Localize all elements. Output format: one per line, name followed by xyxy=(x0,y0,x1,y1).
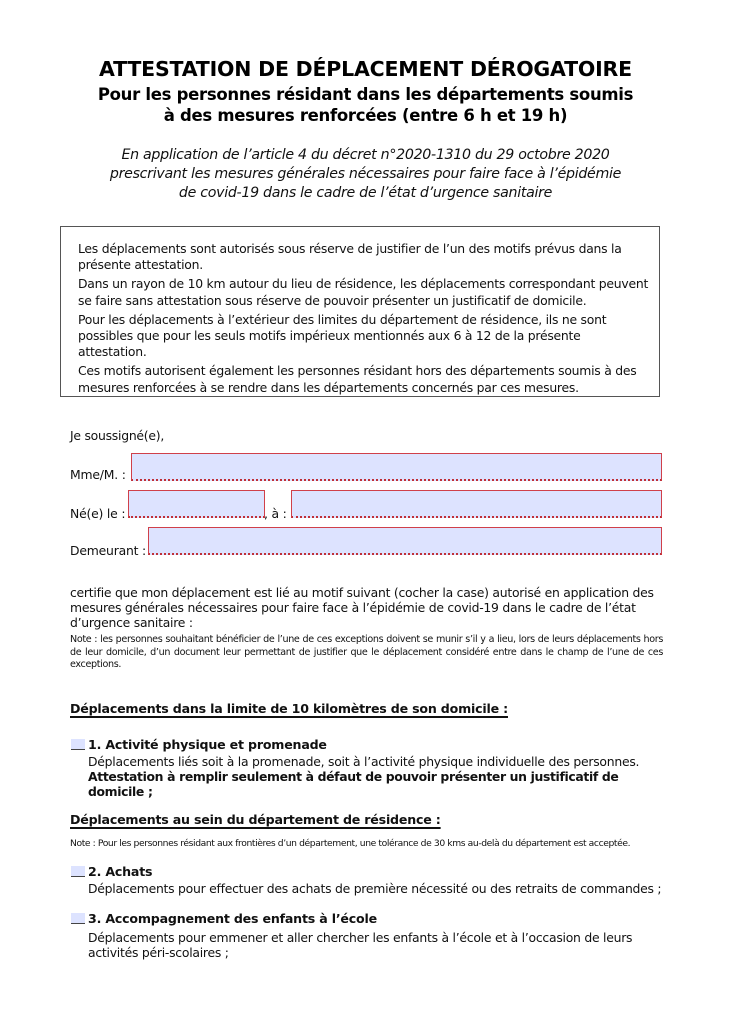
info-box xyxy=(60,226,660,397)
motif-title: 3. Accompagnement des enfants à l’école xyxy=(88,911,377,926)
address-label: Demeurant : xyxy=(70,543,147,558)
birthdate-label: Né(e) le : xyxy=(70,506,126,521)
exceptions-note: Note : les personnes souhaitant bénéficier de l’une de ces exceptions doivent se munir s’il y a lieu, lors de leurs déplacements hors de leur domicile, d’un document leur permettant de justifier que le déplacement considéré entre dans le champ de l’une de ces exceptions. xyxy=(70,634,663,671)
form-intro: Je soussigné(e), xyxy=(70,428,165,443)
decree-reference: En application de l’article 4 du décret n°2020-1310 du 29 octobre 2020 prescrivant les mesures générales nécessaires pour faire face à l’épidémie de covid-19 dans le cadre de l’état d’urgence sanitaire xyxy=(109,147,622,201)
address-field[interactable] xyxy=(148,527,662,555)
info-paragraph: Ces motifs autorisent également les personnes résidant hors des départements soumis à des mesures renforcées à se rendre dans les départements concernés par ces mesures. xyxy=(78,363,637,395)
section-heading-departement: Déplacements au sein du département de résidence : xyxy=(70,812,441,827)
info-paragraph: Les déplacements sont autorisés sous réserve de justifier de l’un des motifs prévus dans la présente attestation. xyxy=(78,241,622,273)
motif-description: Déplacements pour emmener et aller chercher les enfants à l’école et à l’occasion de leurs activités péri-scolaires ; xyxy=(88,930,633,960)
motif-description: Déplacements liés soit à la promenade, soit à l’activité physique individuelle des personnes. Attestation à remplir seulement à défaut de pouvoir présenter un justificatif de domicile ; xyxy=(88,754,640,799)
birthplace-field[interactable] xyxy=(291,490,662,518)
birthplace-label: , à : xyxy=(264,506,287,521)
birthdate-field[interactable] xyxy=(128,490,265,518)
name-label: Mme/M. : xyxy=(70,467,126,482)
checkbox-achats[interactable] xyxy=(71,866,85,877)
motif-description-bold: Attestation à remplir seulement à défaut de pouvoir présenter un justificatif de domicile ; xyxy=(88,769,619,799)
motif-title: 2. Achats xyxy=(88,864,153,879)
section-heading-10km: Déplacements dans la limite de 10 kilomètres de son domicile : xyxy=(70,701,508,716)
motif-title: 1. Activité physique et promenade xyxy=(88,737,327,752)
checkbox-accompagnement-enfants[interactable] xyxy=(71,913,85,924)
document-subtitle-line1: Pour les personnes résidant dans les départements soumis xyxy=(97,85,634,104)
document-title: ATTESTATION DE DÉPLACEMENT DÉROGATOIRE xyxy=(99,57,632,81)
motif-description: Déplacements pour effectuer des achats de première nécessité ou des retraits de commandes ; xyxy=(88,881,662,896)
checkbox-activite-physique[interactable] xyxy=(71,739,85,750)
departement-note: Note : Pour les personnes résidant aux frontières d’un département, une tolérance de 30 kms au-delà du département est acceptée. xyxy=(70,838,631,849)
document-subtitle-line2: à des mesures renforcées (entre 6 h et 19 h) xyxy=(163,106,568,125)
certify-statement: certifie que mon déplacement est lié au motif suivant (cocher la case) autorisé en application des mesures générales nécessaires pour faire face à l’épidémie de covid-19 dans le cadre de l’état d’urgence sanitaire : xyxy=(70,585,654,630)
info-paragraph: Dans un rayon de 10 km autour du lieu de résidence, les déplacements correspondant peuvent se faire sans attestation sous réserve de pouvoir présenter un justificatif de domicile. xyxy=(78,276,649,308)
name-field[interactable] xyxy=(131,453,662,481)
info-paragraph: Pour les déplacements à l’extérieur des limites du département de résidence, ils ne sont possibles que pour les seuls motifs impérieux mentionnés aux 6 à 12 de la présente attestation. xyxy=(78,311,607,360)
